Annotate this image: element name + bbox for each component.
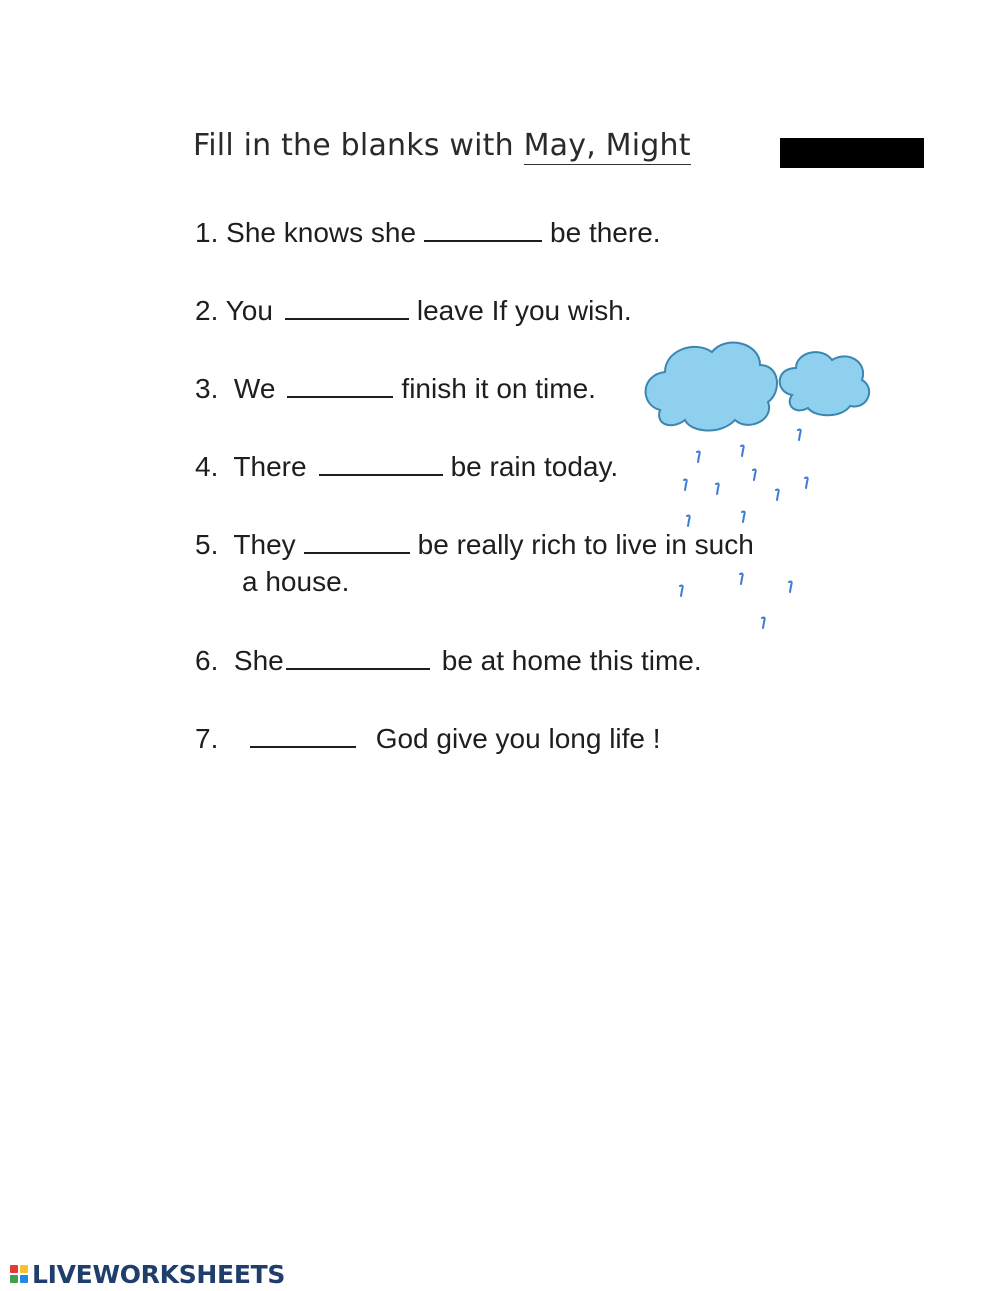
question-text-after: be at home this time. bbox=[441, 645, 702, 676]
question-text-before: You bbox=[225, 295, 273, 326]
question-text-after: be rain today. bbox=[450, 451, 619, 482]
title-prefix: Fill in the blanks with bbox=[193, 128, 524, 163]
question-text-after: God give you long life ! bbox=[375, 723, 661, 754]
question-text-after: finish it on time. bbox=[401, 373, 596, 404]
question-5-line2: a house. bbox=[242, 566, 350, 597]
question-number: 2. bbox=[195, 295, 219, 326]
question-number: 7. bbox=[195, 723, 219, 754]
question-text-after: be really rich to live in such bbox=[417, 529, 754, 560]
brand-name: LIVEWORKSHEETS bbox=[32, 1259, 286, 1289]
question-number: 1. bbox=[195, 217, 219, 248]
question-number: 3. bbox=[195, 373, 219, 404]
question-text-before: She knows she bbox=[226, 217, 417, 248]
question-number: 6. bbox=[195, 645, 219, 676]
raindrops bbox=[680, 430, 808, 629]
question-text-after: be there. bbox=[550, 217, 661, 248]
question-text-after: leave If you wish. bbox=[416, 295, 632, 326]
question-text-before: We bbox=[233, 373, 276, 404]
question-text-before: They bbox=[233, 529, 296, 560]
logo-squares-icon bbox=[10, 1265, 28, 1283]
question-text-before: She bbox=[233, 645, 284, 676]
question-text-before: There bbox=[233, 451, 307, 482]
question-number: 5. bbox=[195, 529, 219, 560]
question-number: 4. bbox=[195, 451, 219, 482]
cloud-large bbox=[646, 343, 777, 431]
cloud-small bbox=[780, 352, 869, 415]
liveworksheets-logo bbox=[10, 1260, 285, 1288]
title-words: May, Might bbox=[523, 128, 691, 163]
